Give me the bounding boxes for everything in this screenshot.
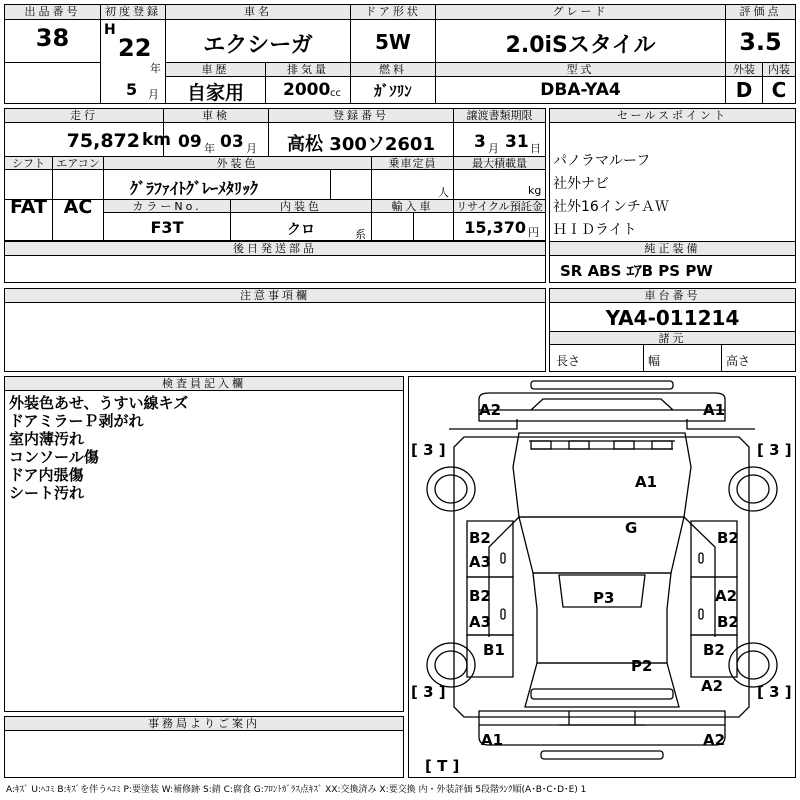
- lot-no-header: 出品番号: [5, 5, 100, 20]
- door-value: 5W: [375, 30, 411, 54]
- recycle-unit: 円: [528, 226, 539, 239]
- history-header: 車歴: [166, 63, 265, 77]
- inspection-month-unit: 月: [246, 142, 257, 155]
- int-color-value: クロ: [287, 222, 315, 238]
- sales-point-item: 社外16インチＡＷ: [553, 199, 669, 215]
- ext-color-header: 外装色: [104, 157, 371, 170]
- shift-value: FAT: [10, 196, 47, 218]
- score-value: 3.5: [739, 28, 782, 56]
- capacity-header: 乗車定員: [372, 157, 453, 170]
- label-left-rear-door-2: A3: [469, 613, 492, 631]
- first-reg-era: H: [104, 22, 116, 38]
- label-hood: A1: [635, 473, 658, 491]
- first-reg-month: 5: [126, 80, 138, 99]
- genuine-equip-header: 純正装備: [550, 242, 795, 256]
- inspector-notes-list: [9, 394, 399, 502]
- later-parts-header: 後日発送部品: [5, 242, 545, 256]
- transfer-day-unit: 日: [530, 142, 541, 155]
- inspection-header: 車検: [164, 109, 268, 123]
- label-tire-rl: [ 3 ]: [411, 683, 446, 701]
- model-header: 型式: [436, 63, 725, 77]
- aircon-value: AC: [63, 196, 93, 218]
- recycle-value: 15,370: [464, 218, 526, 237]
- label-right-rear-fender: B2: [703, 641, 725, 659]
- displacement-unit: cc: [330, 88, 341, 99]
- notes-header: 注意事項欄: [5, 289, 545, 303]
- lot-no-value: 38: [35, 24, 70, 52]
- label-left-rear-door-1: B2: [469, 587, 491, 605]
- office-header: 事務局よりご案内: [5, 717, 403, 731]
- fuel-value: ｶﾞｿﾘﾝ: [374, 82, 412, 100]
- sales-points-list: [553, 150, 793, 242]
- length-label: 長さ: [556, 354, 581, 368]
- car-diagram-svg: [409, 377, 795, 777]
- max-load-unit: kg: [528, 184, 542, 197]
- mileage-header: 走行: [5, 109, 163, 123]
- height-label: 高さ: [726, 354, 751, 368]
- aircon-header: エアコン: [53, 157, 103, 170]
- damage-diagram: [408, 376, 796, 778]
- width-label: 幅: [648, 354, 661, 368]
- label-left-front-door-1: B2: [469, 529, 491, 547]
- ext-color-value: ｸﾞﾗﾌｧｲﾄｸﾞﾚｰﾒﾀﾘｯｸ: [130, 179, 259, 198]
- model-value: DBA-YA4: [540, 80, 621, 100]
- color-no-header: カラーNo.: [104, 200, 230, 213]
- score-header: 評価点: [726, 5, 795, 20]
- car-name-value: エクシーガ: [203, 33, 313, 58]
- label-front-left: A2: [479, 401, 502, 419]
- interior-score: C: [771, 78, 787, 102]
- exterior-header: 外装: [726, 63, 762, 77]
- door-header: ドア形状: [351, 5, 435, 20]
- reg-no-header: 登録番号: [269, 109, 453, 123]
- inspector-note: シート汚れ: [9, 484, 85, 502]
- sales-point-item: パノラマルーフ: [553, 153, 651, 169]
- capacity-unit: 人: [438, 186, 449, 199]
- damage-labels: [411, 401, 792, 775]
- inspector-note: 外装色あせ、うすい線キズ: [9, 394, 189, 412]
- label-rear-window: P2: [631, 657, 653, 675]
- mileage-unit: km: [142, 130, 172, 150]
- inspection-year: 09: [178, 132, 202, 152]
- inspector-note: ドア内張傷: [9, 466, 84, 484]
- color-no-value: F3T: [150, 218, 184, 237]
- first-reg-year: 22: [118, 34, 152, 62]
- label-windshield: G: [625, 519, 638, 537]
- first-reg-year-unit: 年: [150, 62, 161, 75]
- displacement-value: 2000: [283, 80, 331, 100]
- interior-header: 内装: [763, 63, 795, 77]
- label-tire-rr: [ 3 ]: [757, 683, 792, 701]
- grade-value: 2.0iSスタイル: [505, 33, 656, 58]
- transfer-month: 3: [474, 132, 486, 152]
- label-tire-fr: [ 3 ]: [757, 441, 792, 459]
- car-name-header: 車名: [166, 5, 350, 20]
- history-value: 自家用: [186, 82, 244, 104]
- shift-header: シフト: [5, 157, 52, 170]
- sales-point-header: セールスポイント: [550, 109, 795, 123]
- transfer-month-unit: 月: [488, 142, 499, 155]
- label-right-front-door: B2: [717, 529, 739, 547]
- transfer-deadline-header: 譲渡書類期限: [454, 109, 545, 123]
- genuine-equip-value: SR ABS ｴｱB PS PW: [560, 262, 713, 280]
- mileage-value: 75,872: [66, 130, 140, 152]
- label-right-rear-door-1: A2: [715, 587, 738, 605]
- reg-no-value: 高松 300ソ2601: [287, 134, 435, 155]
- label-right-rear-door-2: B2: [717, 613, 739, 631]
- first-reg-header: 初度登録: [101, 5, 165, 20]
- label-roof: P3: [593, 589, 615, 607]
- label-rear-bumper-right: A2: [703, 731, 726, 749]
- inspection-month: 03: [220, 132, 244, 152]
- transfer-day: 31: [505, 132, 529, 152]
- inspection-year-unit: 年: [204, 142, 215, 155]
- sales-point-item: 社外ナビ: [553, 176, 609, 192]
- import-header: 輸入車: [372, 200, 453, 213]
- legend-text: A:ｷｽﾞ U:ﾍｺﾐ B:ｷｽﾞを伴うﾍｺﾐ P:要塗装 W:補修跡 S:錆 C:腐食 G:ﾌﾛﾝﾄｶﾞﾗｽ点ｷｽﾞ XX:交換済み X:要交換 内・外装評価 5段階ﾗﾝｸ順(A･B･C･D･E) 1: [6, 785, 587, 795]
- fuel-header: 燃料: [351, 63, 435, 77]
- recycle-header: リサイクル預託金: [454, 200, 545, 213]
- label-trunk-tag: [ T ]: [425, 757, 460, 775]
- label-front-right: A1: [703, 401, 726, 419]
- inspector-note: コンソール傷: [9, 448, 99, 466]
- int-color-header: 内装色: [231, 200, 371, 213]
- chassis-no-header: 車台番号: [550, 289, 795, 303]
- label-left-front-door-2: A3: [469, 553, 492, 571]
- displacement-header: 排気量: [266, 63, 350, 77]
- grade-header: グレード: [436, 5, 725, 20]
- exterior-score: D: [735, 78, 753, 102]
- sales-point-item: ＨＩＤライト: [553, 222, 637, 238]
- inspector-note: 室内薄汚れ: [9, 430, 85, 448]
- first-reg-month-unit: 月: [148, 88, 159, 101]
- label-tire-fl: [ 3 ]: [411, 441, 446, 459]
- label-rear-bumper-left: A1: [481, 731, 504, 749]
- label-left-rear-fender: B1: [483, 641, 505, 659]
- label-rear-quarter-right: A2: [701, 677, 724, 695]
- specs-header: 諸元: [550, 332, 795, 345]
- max-load-header: 最大積載量: [454, 157, 545, 170]
- inspector-note: ドアミラーＰ剥がれ: [9, 412, 144, 430]
- chassis-no-value: YA4-011214: [605, 306, 740, 330]
- inspector-header: 検査員記入欄: [5, 377, 403, 391]
- int-color-suffix: 系: [355, 228, 366, 241]
